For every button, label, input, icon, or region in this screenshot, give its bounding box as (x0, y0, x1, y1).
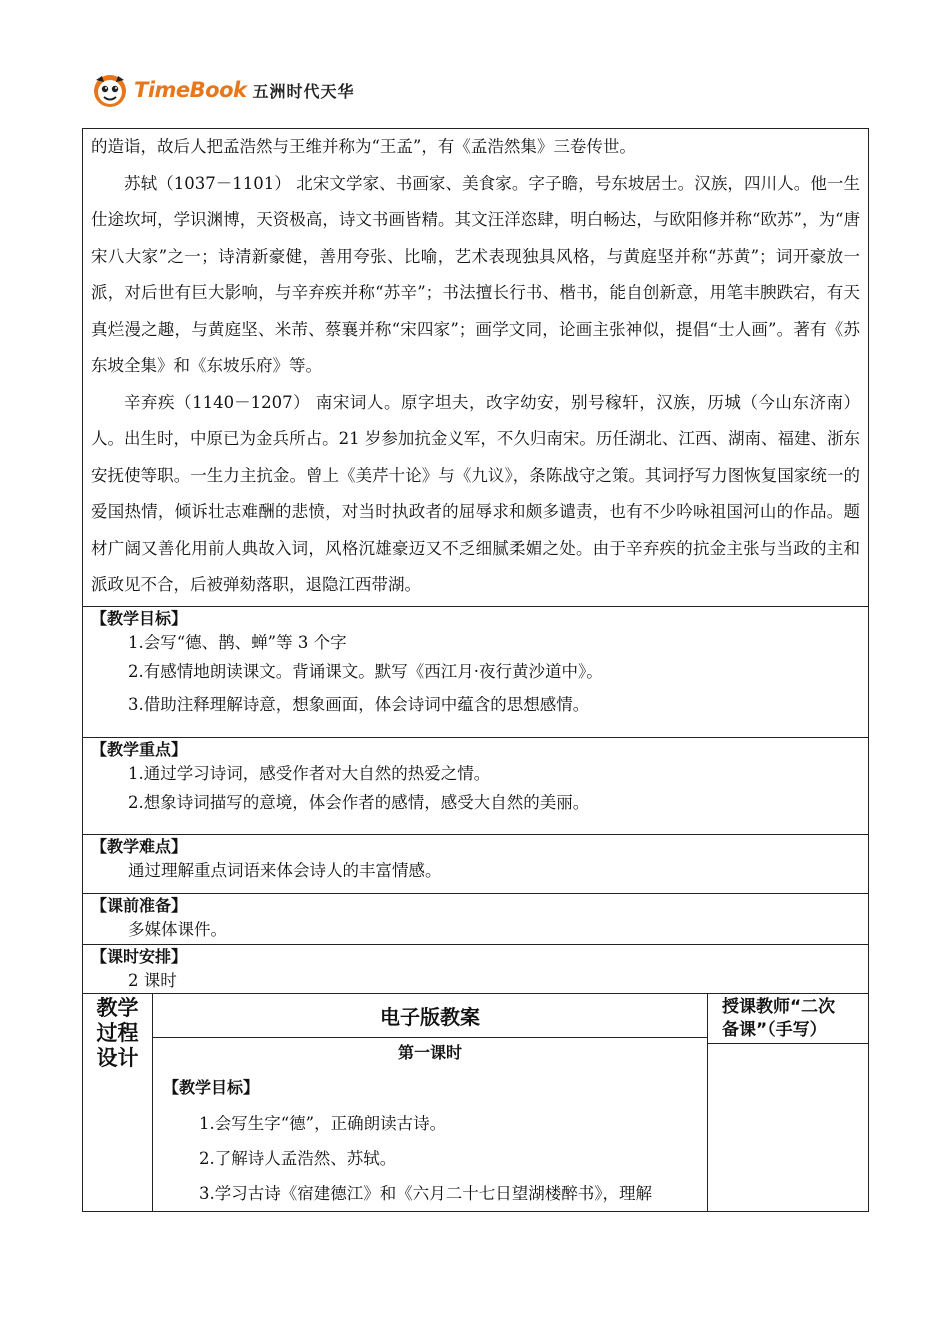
timebook-logo (90, 68, 355, 112)
section-heading: 【教学重点】 (91, 740, 188, 759)
section-preparation (82, 894, 869, 945)
lesson-plan-table (82, 128, 869, 1212)
lesson-title: 第一课时 (397, 1043, 462, 1062)
schedule-item: 2 课时 (128, 971, 177, 990)
section-schedule (82, 945, 869, 994)
lesson-goal-item: 3.学习古诗《宿建德江》和《六月二十七日望湖楼醉书》，理解 (199, 1184, 652, 1203)
goal-item: 1.会写“德、鹊、蝉”等 3 个字 (128, 633, 347, 652)
section-key-points (82, 738, 869, 835)
difficulty-item: 通过理解重点词语来体会诗人的丰富情感。 (128, 861, 442, 880)
bio-paragraph-meng: 的造诣，故后人把孟浩然与王维并称为“王孟”，有《孟浩然集》三卷传世。 (91, 137, 636, 156)
process-label-line: 过程 (96, 1021, 139, 1045)
bio-paragraph-xinqiji: 辛弃疾（1140－1207） 南宋词人。原字坦夫，改字幼安，别号稼轩，汉族，历城（今山东济南）人。出生时，中原已为金兵所占。21 岁参加抗金义军，不久归南宋。历任湖北、江西、湖南、福建、浙东安抚使等职。一生力主抗金。曾上《美芹十论》与《九议》，条陈战守之策。其词抒写力图恢复国家统一的爱国热情，倾诉壮志难酬的悲愤，对当时执政者的屈辱求和颇多谴责，也有不少吟咏祖国河山的作品。题材广阔又善化用前人典故入词，风格沉雄豪迈又不乏细腻柔媚之处。由于辛弃疾的抗金主张与当政的主和派政见不合，后被弹劾落职，退隐江西带湖。 (91, 392, 860, 594)
lesson-body (153, 1066, 707, 1211)
process-label-line: 教学 (96, 996, 139, 1020)
logo-brand-text: TimeBook (134, 78, 247, 102)
teacher-notes-header (708, 994, 868, 1044)
teacher-notes-header-line: 备课”（手写） (722, 1019, 827, 1040)
lesson-goal-heading: 【教学目标】 (163, 1078, 260, 1097)
goal-item: 2.有感情地朗读课文。背诵课文。默写《西江月·夜行黄沙道中》。 (128, 662, 603, 681)
keypoint-item: 1.通过学习诗词，感受作者对大自然的热爱之情。 (128, 764, 491, 783)
section-heading: 【教学目标】 (91, 609, 188, 628)
goal-item: 3.借助注释理解诗意，想象画面，体会诗词中蕴含的思想感情。 (128, 695, 590, 714)
process-label-line: 设计 (96, 1046, 139, 1070)
logo-cn-text: 五洲时代天华 (252, 81, 355, 101)
teacher-notes-area[interactable] (708, 1044, 868, 1211)
lesson-goal-item: 1.会写生字“德”，正确朗读古诗。 (199, 1114, 447, 1133)
bio-paragraph-sushi: 苏轼（1037－1101） 北宋文学家、书画家、美食家。字子瞻，号东坡居士。汉族，四川人。他一生仕途坎坷，学识渊博，天资极高，诗文书画皆精。其文汪洋恣肆，明白畅达，与欧阳修并称“欧苏”，为“唐宋八大家”之一；诗清新豪健，善用夸张、比喻，艺术表现独具风格，与黄庭坚并称“苏黄”；词开豪放一派，对后世有巨大影响，与辛弃疾并称“苏辛”；书法擅长行书、楷书，能自创新意，用笔丰腴跌宕，有天真烂漫之趣，与黄庭坚、米芾、蔡襄并称“宋四家”；画学文同，论画主张神似，提倡“士人画”。著有《苏东坡全集》和《东坡乐府》等。 (91, 173, 860, 375)
section-difficulty (82, 835, 869, 894)
lesson-goal-item: 2.了解诗人孟浩然、苏轼。 (199, 1149, 397, 1168)
process-label (83, 994, 153, 1211)
teacher-notes-header-line: 授课教师“二次 (722, 996, 836, 1017)
prep-item: 多媒体课件。 (128, 920, 227, 939)
teaching-process (82, 994, 869, 1212)
section-heading: 【课前准备】 (91, 896, 188, 915)
teacher-notes-column (708, 994, 868, 1211)
keypoint-item: 2.想象诗词描写的意境，体会作者的感情，感受大自然的美丽。 (128, 793, 590, 812)
timebook-mascot-icon (90, 70, 130, 110)
electronic-lesson-plan (153, 994, 708, 1211)
section-teaching-goals (82, 607, 869, 738)
section-heading: 【课时安排】 (91, 947, 188, 966)
author-bios (82, 128, 869, 607)
electronic-plan-header: 电子版教案 (153, 994, 707, 1038)
section-heading: 【教学难点】 (91, 837, 188, 856)
